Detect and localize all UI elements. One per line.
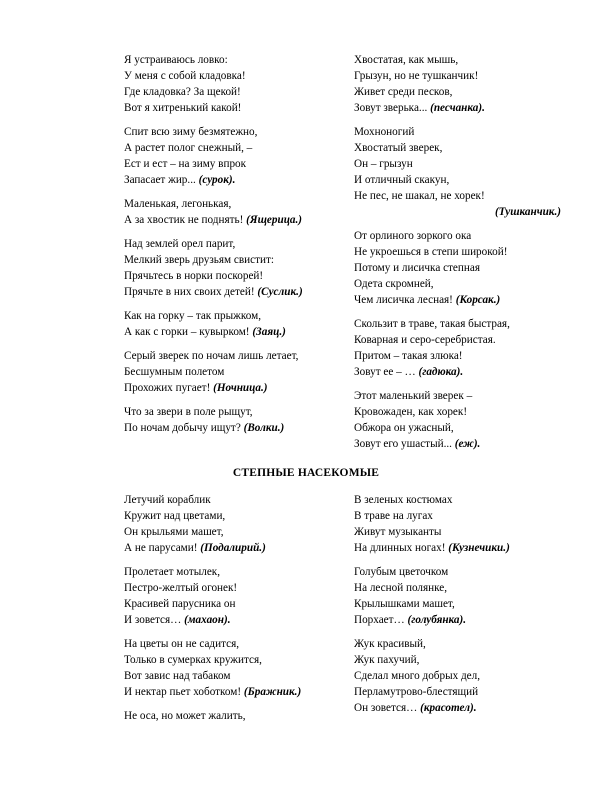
riddle-line: В траве на лугах xyxy=(354,510,433,522)
riddle-line: Хвостатый зверек, xyxy=(354,142,443,154)
riddle-answer: (гадюка). xyxy=(418,366,464,378)
riddle-line: Живет среди песков, xyxy=(354,86,453,98)
bottom-left-column xyxy=(124,492,339,732)
riddle-line: Притом – такая злюка! xyxy=(354,350,463,362)
riddle-stanza xyxy=(354,52,569,116)
riddle-answer: (сурок). xyxy=(198,174,236,186)
riddle-line: Не оса, но может жалить, xyxy=(124,710,246,722)
riddle-answer: (Ночница.) xyxy=(213,382,268,394)
riddle-last-line xyxy=(124,172,339,188)
riddle-line: Перламутрово-блестящий xyxy=(354,686,479,698)
riddle-line: Пролетает мотылек, xyxy=(124,566,221,578)
riddle-line: Одета скромней, xyxy=(354,278,434,290)
riddle-answer: (Ящерица.) xyxy=(246,214,303,226)
riddle-last-line xyxy=(124,212,339,228)
riddle-line: Что за звери в поле рыщут, xyxy=(124,406,253,418)
riddle-stanza xyxy=(124,124,339,188)
riddle-stanza xyxy=(354,564,569,628)
riddle-line-text: Запасает жир... xyxy=(124,174,196,186)
riddle-stanza xyxy=(124,636,339,700)
riddle-line: И отличный скакун, xyxy=(354,174,450,186)
riddle-line: Потому и лисичка степная xyxy=(354,262,480,274)
riddle-line-text: Зовут ее – … xyxy=(354,366,416,378)
riddle-answer: (песчанка). xyxy=(430,102,485,114)
riddle-line-text: И зовется… xyxy=(124,614,182,626)
riddle-line: Он – грызун xyxy=(354,158,413,170)
riddle-line: Как на горку – так прыжком, xyxy=(124,310,261,322)
riddle-line: Скользит в траве, такая быстрая, xyxy=(354,318,510,330)
riddle-stanza xyxy=(124,492,339,556)
riddle-answer: (Суслик.) xyxy=(257,286,303,298)
riddle-line: Кровожаден, как хорек! xyxy=(354,406,468,418)
riddle-line-text: Порхает… xyxy=(354,614,405,626)
riddle-line: Обжора он ужасный, xyxy=(354,422,454,434)
riddle-stanza xyxy=(124,52,339,116)
riddle-stanza xyxy=(354,492,569,556)
riddle-line: Серый зверек по ночам лишь летает, xyxy=(124,350,299,362)
riddle-line: Не укроешься в степи широкой! xyxy=(354,246,508,258)
riddle-line-text: Чем лисичка лесная! xyxy=(354,294,453,306)
riddle-line: На лесной полянке, xyxy=(354,582,448,594)
riddle-answer: (Бражник.) xyxy=(243,686,302,698)
top-left-column xyxy=(124,52,339,444)
riddle-line: Вот завис над табаком xyxy=(124,670,231,682)
riddle-line: Хвостатая, как мышь, xyxy=(354,54,459,66)
riddle-line: Не пес, не шакал, не хорек! xyxy=(354,190,485,202)
riddle-line-text: Прохожих пугает! xyxy=(124,382,211,394)
section-title: СТЕПНЫЕ НАСЕКОМЫЕ xyxy=(232,467,380,479)
riddle-line: Где кладовка? За щекой! xyxy=(124,86,241,98)
riddle-stanza xyxy=(354,388,569,452)
riddle-line-text: И нектар пьет хоботком! xyxy=(124,686,242,698)
riddle-answer: (Заяц.) xyxy=(252,326,286,338)
riddle-stanza xyxy=(124,404,339,436)
riddle-line: Мохноногий xyxy=(354,126,415,138)
riddle-last-line xyxy=(124,324,339,340)
riddle-stanza xyxy=(124,348,339,396)
riddle-line: Я устраиваюсь ловко: xyxy=(124,54,228,66)
riddle-line: Спит всю зиму безмятежно, xyxy=(124,126,258,138)
riddle-stanza xyxy=(124,708,339,724)
top-right-column xyxy=(354,52,569,460)
riddle-answer: (еж). xyxy=(454,438,481,450)
riddle-line: Сделал много добрых дел, xyxy=(354,670,481,682)
riddle-line: Мелкий зверь друзьям свистит: xyxy=(124,254,274,266)
riddle-line: Живут музыканты xyxy=(354,526,442,538)
riddle-line: Жук пахучий, xyxy=(354,654,420,666)
riddle-stanza xyxy=(124,236,339,300)
riddle-stanza xyxy=(124,564,339,628)
riddle-line: Только в сумерках кружится, xyxy=(124,654,262,666)
riddle-answer: (Подалирий.) xyxy=(200,542,266,554)
riddle-stanza xyxy=(354,636,569,716)
riddle-line: Над землей орел парит, xyxy=(124,238,236,250)
riddle-last-line xyxy=(124,612,339,628)
riddle-line: Крылышками машет, xyxy=(354,598,455,610)
riddle-line: Бесшумным полетом xyxy=(124,366,225,378)
riddle-line: Он крыльями машет, xyxy=(124,526,224,538)
riddle-last-line xyxy=(124,420,339,436)
riddle-answer: (Тушканчик.) xyxy=(494,206,561,218)
riddle-last-line xyxy=(354,612,569,628)
riddle-line: Кружит над цветами, xyxy=(124,510,226,522)
riddle-line-text: По ночам добычу ищут? xyxy=(124,422,241,434)
riddle-line-text: Он зовется… xyxy=(354,702,418,714)
riddle-line: Голубым цветочком xyxy=(354,566,449,578)
riddle-line: Летучий кораблик xyxy=(124,494,211,506)
riddle-line: Красивей парусника он xyxy=(124,598,236,610)
riddle-line: У меня с собой кладовка! xyxy=(124,70,246,82)
riddle-last-line xyxy=(124,284,339,300)
riddle-answer: (красотел). xyxy=(420,702,477,714)
riddle-last-line xyxy=(124,540,339,556)
riddle-last-line xyxy=(354,364,569,380)
riddle-line: Пестро-желтый огонек! xyxy=(124,582,238,594)
riddle-last-line xyxy=(124,380,339,396)
riddle-line-text: На длинных ногах! xyxy=(354,542,446,554)
riddle-stanza xyxy=(124,196,339,228)
riddle-answer: (Кузнечики.) xyxy=(448,542,510,554)
riddle-line-text: Зовут зверька... xyxy=(354,102,428,114)
riddle-stanza xyxy=(124,308,339,340)
riddle-line: Маленькая, легонькая, xyxy=(124,198,232,210)
riddle-answer: (махаон). xyxy=(184,614,231,626)
riddle-line: Коварная и серо-серебристая. xyxy=(354,334,496,346)
riddle-last-line xyxy=(354,540,569,556)
riddle-line: На цветы он не садится, xyxy=(124,638,240,650)
riddle-stanza xyxy=(354,228,569,308)
riddle-line: Прячьтесь в норки поскорей! xyxy=(124,270,264,282)
riddle-answer: (голубянка). xyxy=(407,614,467,626)
riddle-line-text: Зовут его ушастый... xyxy=(354,438,452,450)
riddle-stanza xyxy=(354,316,569,380)
riddle-answer: (Корсак.) xyxy=(455,294,501,306)
riddle-last-line xyxy=(124,684,339,700)
riddle-last-line xyxy=(354,100,569,116)
riddle-answer: (Волки.) xyxy=(243,422,285,434)
riddle-line: Ест и ест – на зиму впрок xyxy=(124,158,247,170)
riddle-line-text: А как с горки – кувырком! xyxy=(124,326,250,338)
riddle-line: Этот маленький зверек – xyxy=(354,390,473,402)
riddle-line: От орлиного зоркого ока xyxy=(354,230,472,242)
bottom-right-column xyxy=(354,492,569,724)
riddle-last-line xyxy=(354,436,569,452)
riddle-line-text: Прячьте в них своих детей! xyxy=(124,286,255,298)
riddle-line-text: А за хвостик не поднять! xyxy=(124,214,244,226)
riddle-last-line xyxy=(354,292,569,308)
riddle-line: А растет полог снежный, – xyxy=(124,142,253,154)
riddle-last-line xyxy=(354,700,569,716)
riddle-line: Жук красивый, xyxy=(354,638,426,650)
riddle-stanza xyxy=(354,124,569,220)
riddle-line: Вот я хитренький какой! xyxy=(124,102,242,114)
riddle-line: В зеленых костюмах xyxy=(354,494,453,506)
riddle-line: Грызун, но не тушканчик! xyxy=(354,70,479,82)
riddle-line-text: А не парусами! xyxy=(124,542,198,554)
